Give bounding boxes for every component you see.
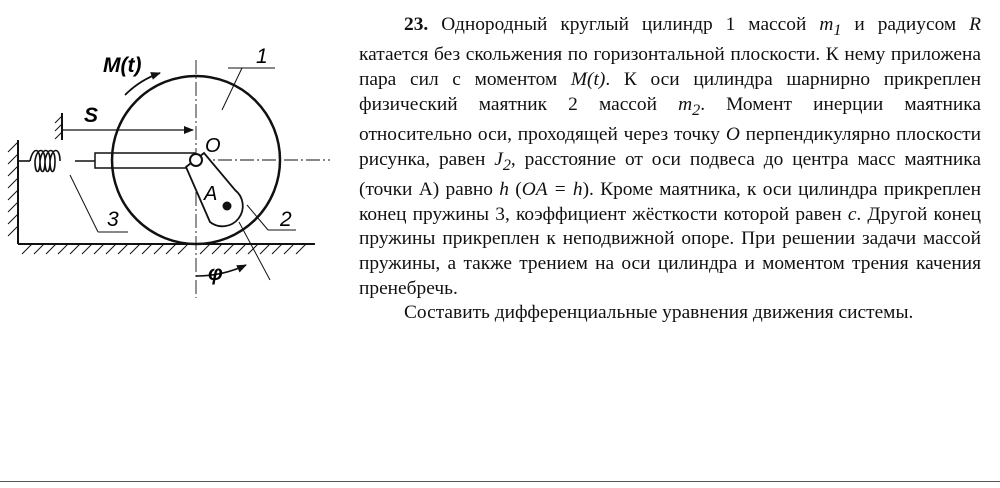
text-run: и радиусом	[841, 14, 970, 35]
text-run: катается без скольжения по горизонтальной плоскости. К нему приложена пара сил с моментом	[359, 44, 981, 91]
text-run: . К оси цилиндра шарнирно прикреплен физический маятник 2 массой	[359, 69, 981, 115]
symbol-o: O	[725, 124, 740, 146]
symbol-h: h	[499, 179, 509, 201]
leader-3	[70, 175, 98, 232]
problem-number: 23.	[404, 14, 429, 35]
text-run: , расстояние от оси подвеса до центра масс маятника (точки А) равно	[359, 148, 981, 201]
subscript: 1	[833, 21, 842, 39]
text-run: . Момент инерции маятника относительно оси, проходящей через точку	[359, 93, 981, 146]
fixed-support	[8, 140, 18, 244]
problem-text	[359, 13, 981, 326]
text-run: . Другой конец пружины прикреплен к неподвижной опоре. При решении задачи массой пружины, а также трением на оси цилиндра и моментом трения качения пренебречь.	[359, 203, 981, 299]
ground-plane	[18, 244, 315, 254]
problem-statement	[359, 13, 981, 301]
mechanism-diagram	[0, 0, 340, 320]
label-3: 3	[107, 208, 119, 231]
label-a: A	[204, 183, 218, 205]
text-run: ). Кроме маятника, к оси цилиндра прикреплен конец пружины 3, коэффициент жёсткости которой равен	[359, 179, 982, 225]
symbol-m: m	[819, 14, 834, 35]
label-s: S	[84, 104, 99, 127]
subscript: 2	[502, 156, 511, 174]
label-phi: φ	[208, 262, 223, 285]
label-moment: M(t)	[103, 54, 142, 77]
symbol-moment: M(t)	[570, 69, 606, 91]
center-of-mass-point	[223, 202, 232, 211]
text-run: перпендикулярно плоскости рисунка, равен	[359, 124, 981, 170]
symbol-oa: OA = h	[521, 179, 583, 201]
pivot-point	[190, 154, 202, 166]
label-2: 2	[280, 208, 292, 231]
page-bottom-rule	[0, 481, 1000, 482]
subscript: 2	[692, 101, 701, 119]
symbol-r: R	[969, 14, 981, 35]
mechanism-figure	[0, 0, 340, 320]
text-run: Однородный круглый цилиндр 1 массой	[428, 14, 820, 35]
spring	[18, 151, 95, 172]
spring-rod	[95, 153, 195, 168]
symbol-m: m	[678, 93, 693, 115]
label-o: O	[205, 135, 221, 157]
label-1: 1	[256, 45, 268, 68]
task-statement: Составить дифференциальные уравнения движения системы.	[404, 302, 914, 324]
s-reference-mark	[55, 113, 62, 140]
symbol-c: c	[847, 203, 857, 225]
text-run: (	[508, 179, 522, 201]
symbol-j: J	[494, 148, 503, 170]
